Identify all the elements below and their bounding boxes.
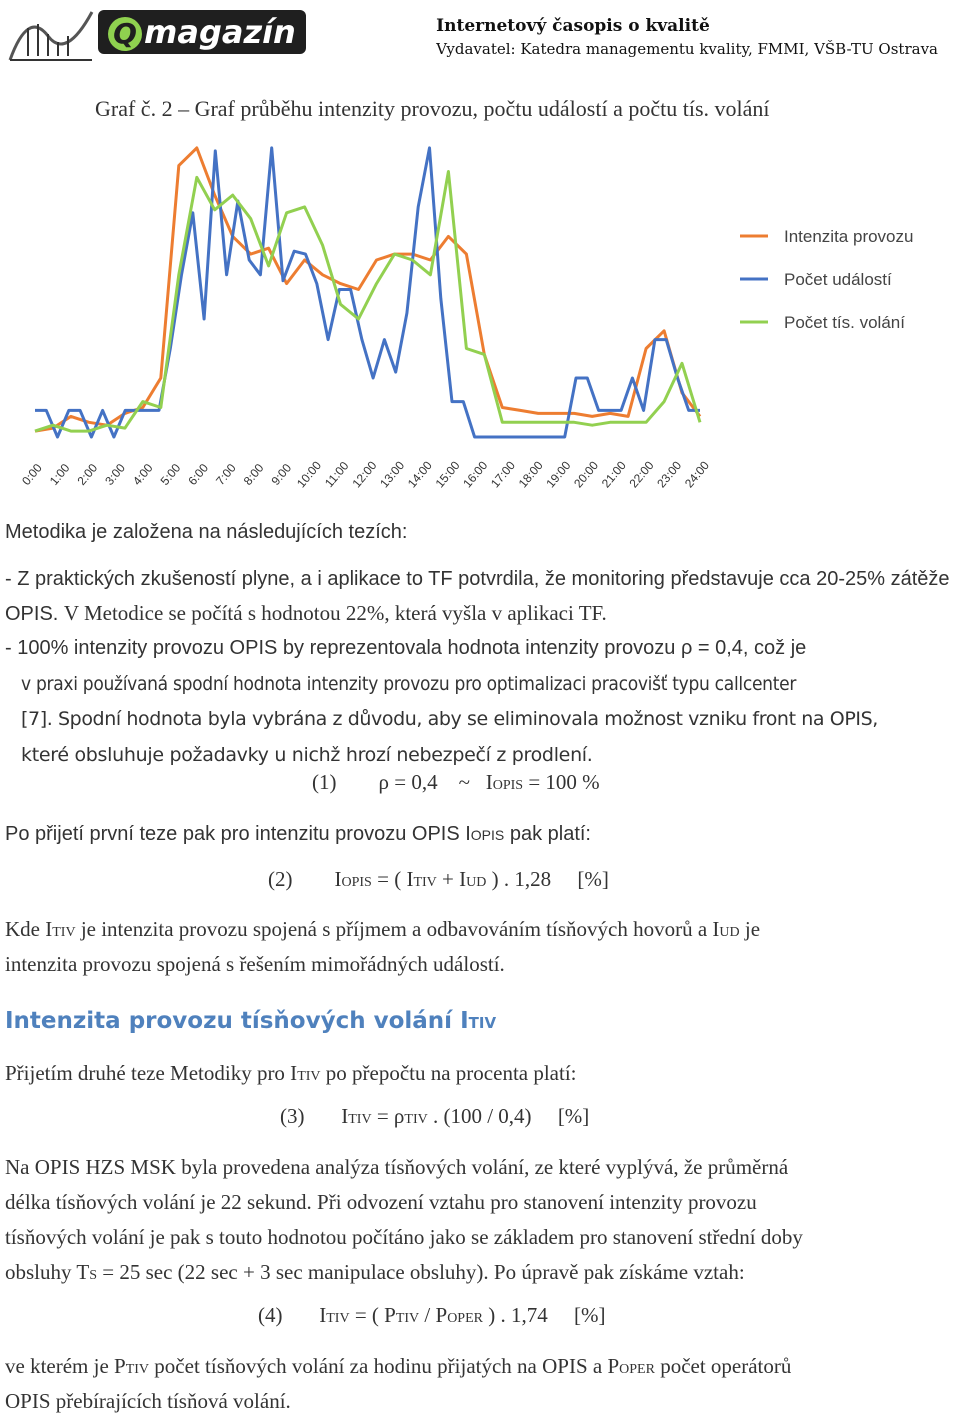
intro-text: Metodika je založena na následujících tezích: bbox=[5, 521, 408, 543]
x-tick-label: 24:00 bbox=[681, 458, 712, 491]
journal-title: Internetový časopis o kvalitě bbox=[436, 16, 710, 36]
x-tick-label: 8:00 bbox=[240, 460, 267, 488]
x-tick-label: 15:00 bbox=[432, 458, 463, 491]
paragraph-5: Přijetím druhé teze Metodiky pro ITIV po přepočtu na procenta platí: bbox=[5, 1061, 577, 1085]
legend-label: Počet tís. volání bbox=[784, 313, 905, 332]
equation-3: (3) ITIV = ρTIV . (100 / 0,4) [%] bbox=[280, 1104, 590, 1128]
paragraph-4-line-1: Kde ITIV je intenzita provozu spojená s příjmem a odbavováním tísňových hovorů a IUD je bbox=[5, 917, 761, 941]
paragraph-1: - Z praktických zkušeností plyne, a i aplikace to TF potvrdila, že monitoring představuje cca 20-25% zátěže OPIS. V Metodice se počítá s hodnotou 22%, která vyšla v aplikaci TF. bbox=[5, 568, 950, 625]
x-tick-label: 18:00 bbox=[515, 458, 546, 491]
paragraph-2-line-3: [7]. Spodní hodnota byla vybrána z důvodu, aby se eliminovala možnost vzniku front na OPIS, bbox=[21, 708, 878, 730]
line-chart bbox=[0, 132, 960, 502]
logo-wordmark: Q magazín bbox=[98, 10, 306, 54]
x-tick-label: 9:00 bbox=[268, 460, 295, 488]
x-tick-label: 21:00 bbox=[598, 458, 629, 491]
series-line-0 bbox=[35, 148, 700, 431]
paragraph-2-line-1: - 100% intenzity provozu OPIS by reprezentovala hodnota intenzity provozu ρ = 0,4, což je bbox=[5, 637, 807, 659]
x-tick-label: 23:00 bbox=[654, 458, 685, 491]
paragraph-7-line-1: ve kterém je PTIV počet tísňových volání za hodinu přijatých na OPIS a POPER počet operátorů bbox=[5, 1354, 792, 1378]
x-tick-label: 12:00 bbox=[349, 458, 380, 491]
x-tick-label: 0:00 bbox=[19, 460, 45, 488]
legend-label: Počet událostí bbox=[784, 270, 892, 289]
legend-label: Intenzita provozu bbox=[784, 227, 914, 246]
logo-graphic bbox=[8, 6, 94, 64]
x-tick-label: 1:00 bbox=[46, 460, 73, 488]
equation-1: (1) ρ = 0,4 ~ IOPIS = 100 % bbox=[312, 770, 600, 794]
x-tick-label: 20:00 bbox=[571, 458, 602, 491]
paragraph-3: Po přijetí první teze pak pro intenzitu provozu OPIS IOPIS pak platí: bbox=[5, 823, 591, 845]
paragraph-2-line-4: které obsluhuje požadavky u nichž hrozí nebezpečí z prodlení. bbox=[21, 744, 593, 766]
x-tick-label: 5:00 bbox=[157, 460, 184, 488]
figure-caption: Graf č. 2 – Graf průběhu intenzity provozu, počtu událostí a počtu tís. volání bbox=[95, 96, 770, 121]
section-heading: Intenzita provozu tísňových volání ITIV bbox=[5, 1008, 497, 1034]
x-tick-label: 19:00 bbox=[543, 458, 574, 491]
paragraph-6-line-4: obsluhy TS = 25 sec (22 sec + 3 sec manipulace obsluhy). Po úpravě pak získáme vztah: bbox=[5, 1260, 745, 1284]
x-tick-label: 10:00 bbox=[294, 458, 325, 491]
paragraph-6-line-1: Na OPIS HZS MSK byla provedena analýza tísňových volání, ze které vyplývá, že průměrná bbox=[5, 1155, 789, 1179]
x-tick-label: 17:00 bbox=[487, 458, 518, 491]
series-line-1 bbox=[35, 148, 700, 437]
x-tick-label: 11:00 bbox=[321, 458, 352, 491]
x-tick-label: 14:00 bbox=[404, 458, 435, 491]
x-tick-label: 2:00 bbox=[74, 460, 101, 488]
equation-4: (4) ITIV = ( PTIV / POPER ) . 1,74 [%] bbox=[258, 1303, 606, 1327]
equation-2: (2) IOPIS = ( ITIV + IUD ) . 1,28 [%] bbox=[268, 867, 609, 891]
x-tick-label: 4:00 bbox=[129, 460, 156, 488]
series-line-2 bbox=[35, 172, 700, 432]
x-tick-label: 3:00 bbox=[102, 460, 128, 488]
x-tick-label: 16:00 bbox=[460, 458, 491, 491]
page-header bbox=[0, 0, 960, 68]
paragraph-4-line-2: intenzita provozu spojená s řešením mimořádných událostí. bbox=[5, 952, 505, 976]
publisher-line: Vydavatel: Katedra managementu kvality, FMMI, VŠB-TU Ostrava bbox=[436, 40, 938, 58]
paragraph-2-line-2: v praxi používaná spodní hodnota intenzity provozu pro optimalizaci pracovišť typu callcenter bbox=[21, 673, 797, 695]
x-tick-label: 7:00 bbox=[213, 460, 239, 488]
x-tick-label: 22:00 bbox=[626, 458, 657, 491]
x-tick-label: 6:00 bbox=[185, 460, 212, 488]
x-tick-label: 13:00 bbox=[377, 458, 408, 491]
paragraph-6-line-3: tísňových volání je pak s touto hodnotou počítáno jako se základem pro stanovení střední doby bbox=[5, 1225, 803, 1249]
paragraph-6-line-2: délka tísňových volání je 22 sekund. Při odvození vztahu pro stanovení intenzity provozu bbox=[5, 1190, 757, 1214]
paragraph-7-line-2: OPIS přebírajících tísňová volání. bbox=[5, 1389, 291, 1413]
